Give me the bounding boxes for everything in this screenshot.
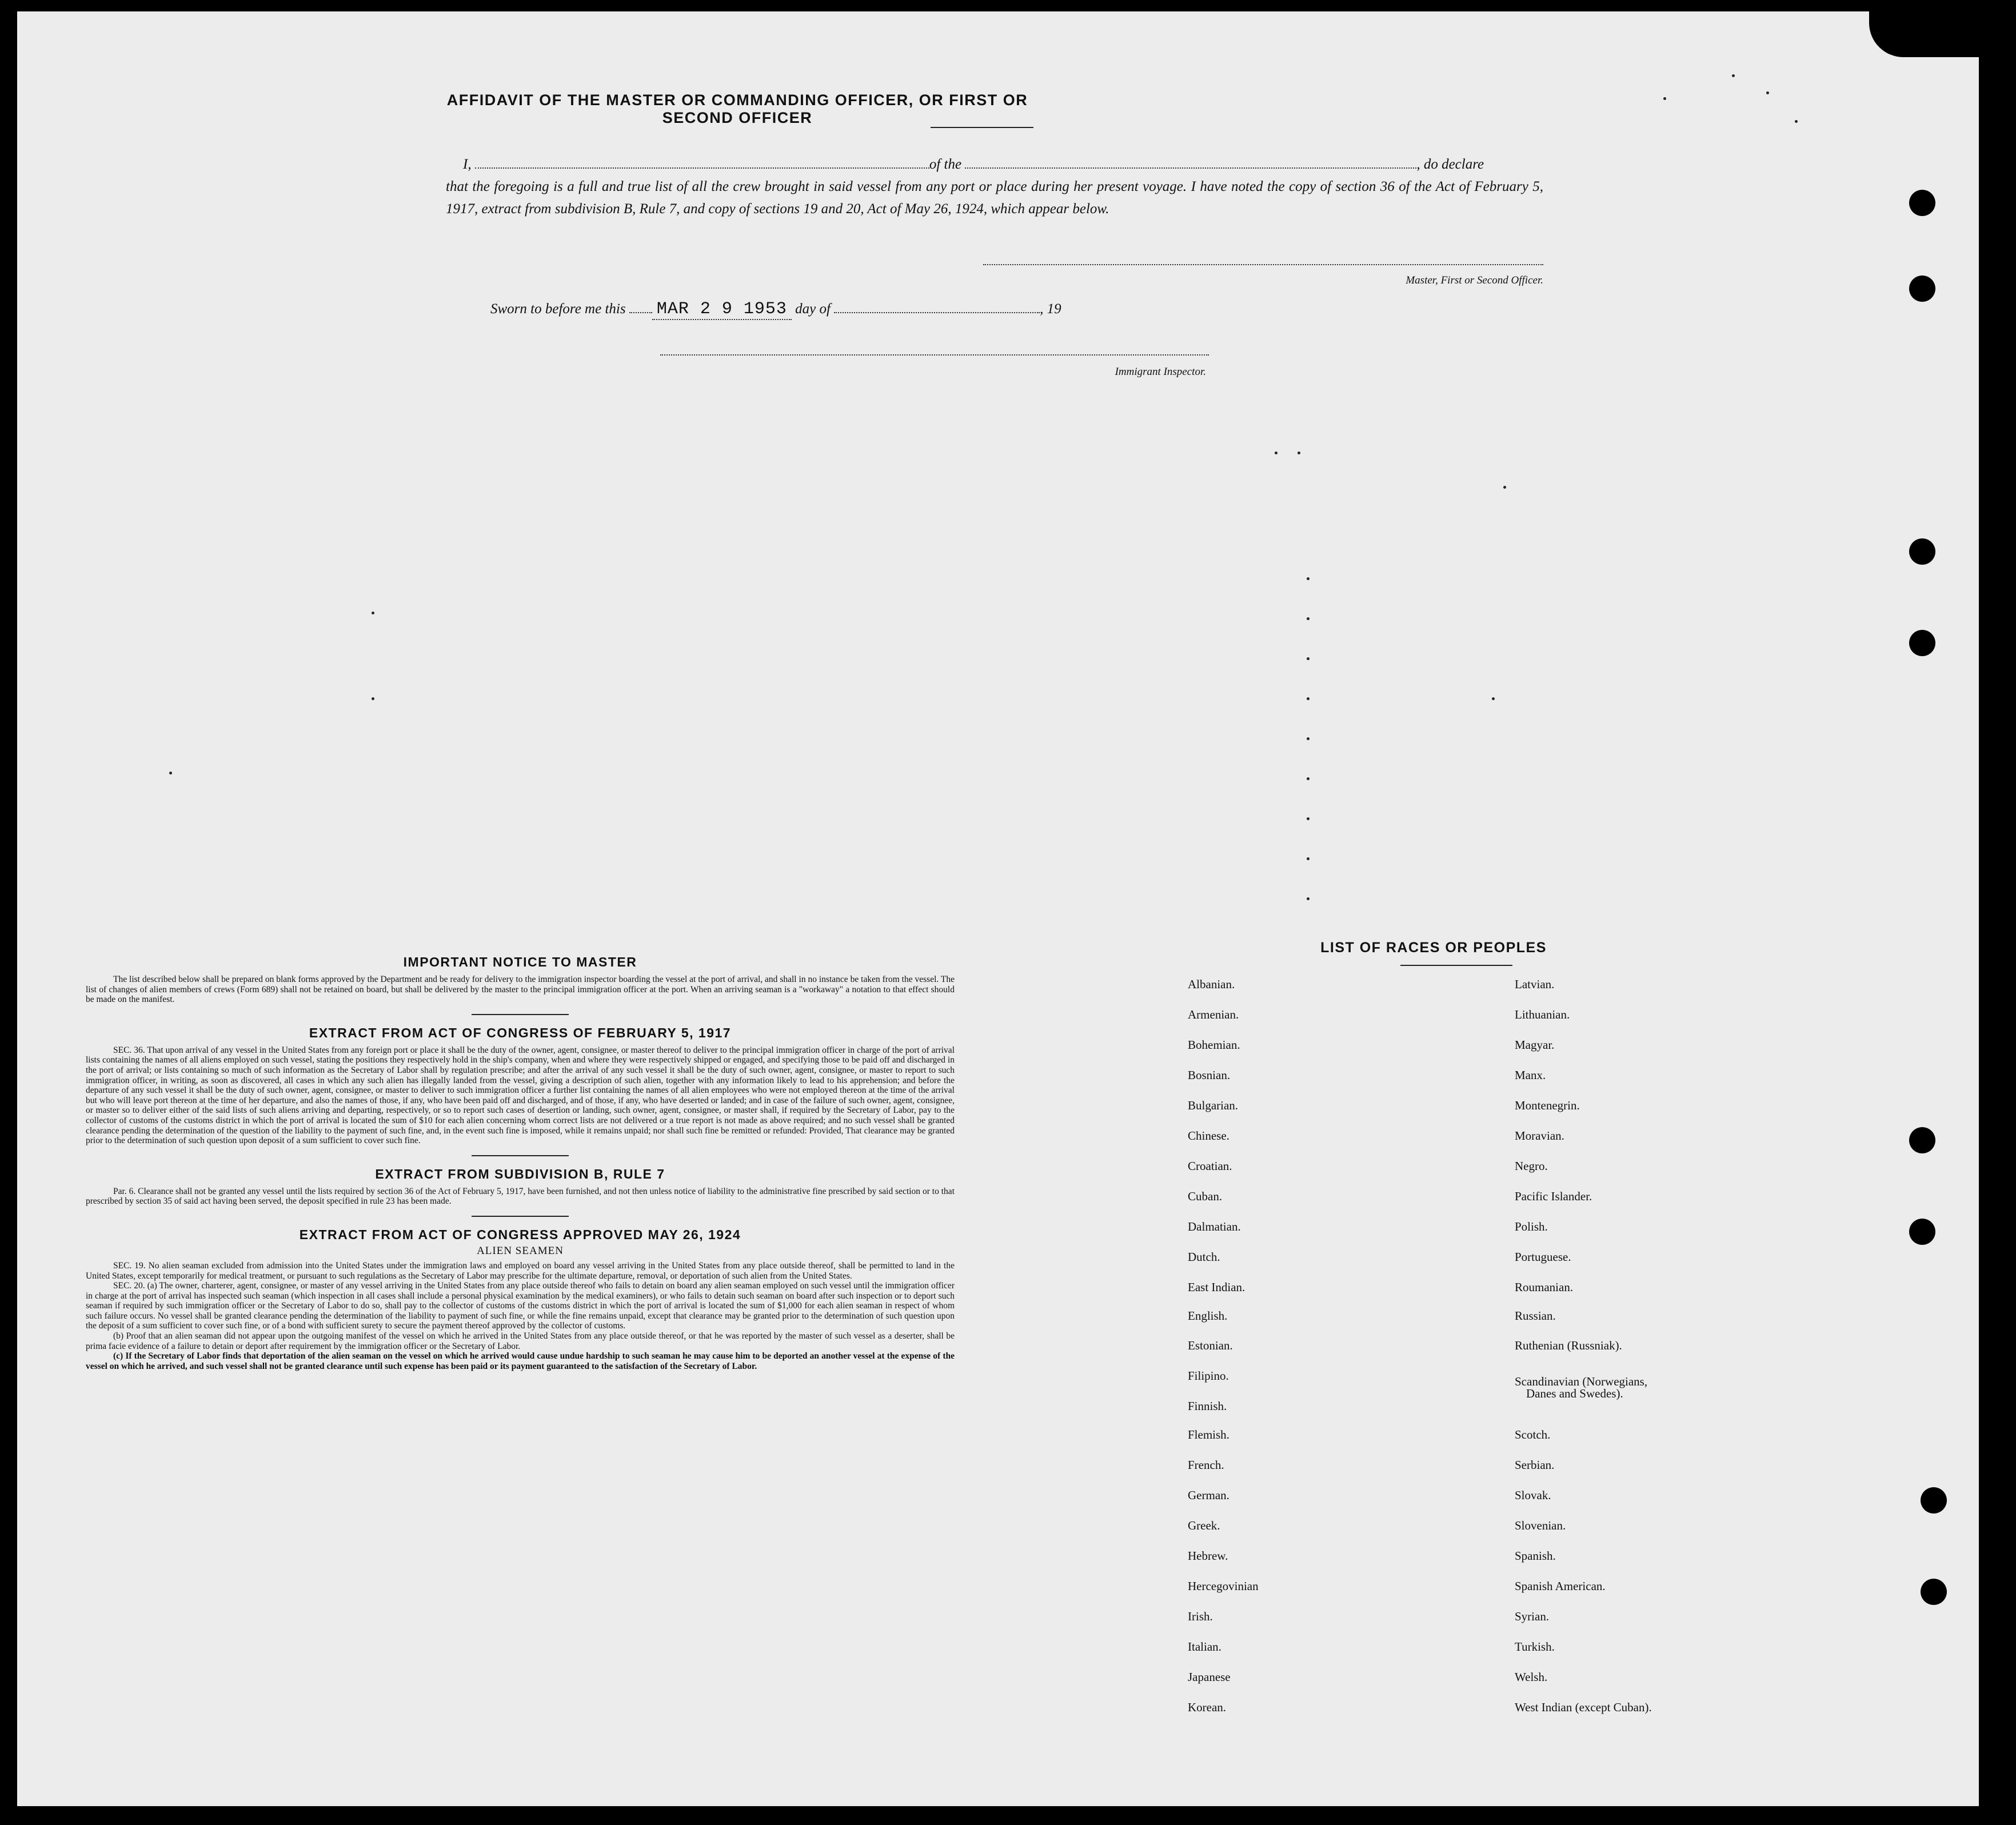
race-item: Pacific Islander. xyxy=(1515,1189,1592,1203)
divider xyxy=(472,1216,569,1217)
race-item: Armenian. xyxy=(1188,1008,1239,1021)
speck xyxy=(1663,97,1666,100)
race-item: Bulgarian. xyxy=(1188,1099,1239,1112)
speck xyxy=(1307,897,1310,900)
race-item: Latvian. xyxy=(1515,977,1555,991)
extract-1917-body: SEC. 36. That upon arrival of any vessel in the United States from any foreign port or place it shall be the duty of the owner, agent, consignee, or master thereof to deliver to the principal immigration officer in charge of the port of arrival lists containing the names of all aliens employed on such vessel, stating the positions they respectively hold in the ship's company, when and where they were respectively shipped or engaged, and specifying those to be paid off and discharged in the port of arrival; or lists containing so much of such information as the Secretary of Labor shall by regulation prescribe; and after the arrival of any such vessel it shall be the duty of such owner, agent, consignee, or master to report to such immigration officer, in writing, as soon as discovered, all cases in which any such alien has illegally landed from the vessel, giving a description of such alien, together with any information likely to lead to his apprehension; and before the departure of any such vessel it shall be the duty of such owner, agent, consignee, or master to deliver to such immigration officer a further list containing the names of all alien employees who were not employed thereon at the time of the arrival but who will leave port thereon at the time of her departure, and also the names of those, if any, who have been paid off and discharged, and of those, if any, who have deserted or landed; and in case of the failure of such owner, agent, consignee, or master so to deliver either of the said lists of such aliens arriving and departing, respectively, or so to report such cases of desertion or landing, such owner, agent, consignee, or master shall, if required by the Secretary of Labor, pay to the collector of customs of the customs district in which the port of arrival is located the sum of $10 for each alien concerning whom correct lists are not delivered or a true report is not made as above required; and no such vessel shall be granted clearance pending the determination of the question of the liability to the payment of such fine, and, in the event such fine is imposed, while it remains unpaid; nor shall such fine be remitted or refunded: Provided, That clearance may be granted prior to the determination of such question upon deposit of a sum sufficient to cover such fine. xyxy=(86,1045,955,1146)
race-item: Bohemian. xyxy=(1188,1038,1240,1052)
extract-1917-text xyxy=(86,1045,955,1146)
race-item: Negro. xyxy=(1515,1159,1548,1173)
race-item: Chinese. xyxy=(1188,1129,1229,1143)
race-item: Greek. xyxy=(1188,1519,1220,1532)
declaration-body: that the foregoing is a full and true list of all the crew brought in said vessel from any port or place during her present voyage. I have noted the copy of section 36 of the Act of February 5, 1917, extract from subdivision B, Rule 7, and copy of sections 19 and 20, Act of May 26, 1924, which appear below. xyxy=(446,179,1543,217)
punch-hole xyxy=(1909,190,1935,216)
race-item: West Indian (except Cuban). xyxy=(1515,1700,1652,1714)
race-item: Slovenian. xyxy=(1515,1519,1566,1532)
extract-rule7-body: Par. 6. Clearance shall not be granted any vessel until the lists required by section 36 of the Act of February 5, 1917, have been furnished, and not then unless notice of liability to the administrative fine prescribed by said section or to that prescribed by section 35 of said act having been served, the deposit specified in rule 23 has been made. xyxy=(86,1186,955,1207)
speck xyxy=(1766,91,1769,94)
sec19-text xyxy=(86,1261,955,1281)
inspector-signature-line[interactable] xyxy=(660,354,1209,356)
speck xyxy=(1307,697,1310,700)
sworn-statement xyxy=(490,299,1061,320)
sec20a-text xyxy=(86,1281,955,1331)
race-item: Portuguese. xyxy=(1515,1250,1571,1264)
race-item: Dutch. xyxy=(1188,1250,1220,1264)
extract-1917-title: EXTRACT FROM ACT OF CONGRESS OF FEBRUARY 5, 1917 xyxy=(309,1025,732,1040)
affidavit-text xyxy=(446,153,1543,220)
race-item: Bosnian. xyxy=(1188,1068,1231,1082)
race-item: Moravian. xyxy=(1515,1129,1564,1143)
race-item: Scotch. xyxy=(1515,1428,1551,1441)
notice-body: The list described below shall be prepared on blank forms approved by the Department and be ready for delivery to the immigration inspector boarding the vessel at the port of arrival, and shall in no instance be taken from the vessel. The list of changes of alien members of crews (Form 689) shall not be retained on board, but shall be delivered by the master to the principal immigration officer at the port. When an arriving seaman is a "workaway" a notation to that effect should be made on the manifest. xyxy=(86,975,955,1005)
race-item: Ruthenian (Russniak). xyxy=(1515,1339,1622,1352)
vessel-name-field[interactable] xyxy=(965,157,1416,169)
punch-hole xyxy=(1909,538,1935,565)
notice-title: IMPORTANT NOTICE TO MASTER xyxy=(403,955,637,969)
race-item: Albanian. xyxy=(1188,977,1235,991)
sworn-year-prefix: , 19 xyxy=(1040,301,1061,317)
master-signature-line[interactable] xyxy=(983,264,1543,265)
sec19-body: SEC. 19. No alien seaman excluded from admission into the United States under the immigration laws and employed on board any vessel arriving in the United States from any place outside thereof, shall be permitted to land in the United States, except temporarily for medical treatment, or pursuant to such regulations as the Secretary of Labor may prescribe for the ultimate departure, removal, or deportation of such alien from the United States. xyxy=(86,1260,955,1281)
date-stamp: MAR 2 9 1953 xyxy=(652,299,792,320)
divider xyxy=(472,1014,569,1015)
race-item: Estonian. xyxy=(1188,1339,1233,1352)
race-item: Dalmatian. xyxy=(1188,1220,1241,1233)
of-the-label: of the xyxy=(929,157,962,172)
races-title-rule xyxy=(1400,965,1512,966)
punch-hole xyxy=(1909,1127,1935,1153)
race-item: Spanish American. xyxy=(1515,1579,1606,1593)
sec20c-text xyxy=(86,1351,955,1371)
page-tear xyxy=(1869,11,1979,57)
punch-hole xyxy=(1909,1219,1935,1245)
declarant-prefix: I, xyxy=(463,157,472,172)
punch-hole xyxy=(1921,1579,1947,1605)
race-item: Italian. xyxy=(1188,1640,1221,1654)
race-item: East Indian. xyxy=(1188,1280,1245,1294)
speck xyxy=(1275,452,1278,454)
speck xyxy=(372,612,374,614)
speck xyxy=(1298,452,1300,454)
extract-1924-title: EXTRACT FROM ACT OF CONGRESS APPROVED MAY 26, 1924 xyxy=(299,1227,741,1242)
speck xyxy=(1307,817,1310,820)
race-item: Spanish. xyxy=(1515,1549,1556,1563)
speck xyxy=(1307,777,1310,780)
race-item: Hebrew. xyxy=(1188,1549,1228,1563)
race-item: French. xyxy=(1188,1458,1224,1472)
race-item: Slovak. xyxy=(1515,1488,1551,1502)
race-item: Hercegovinian xyxy=(1188,1579,1259,1593)
sworn-day-field xyxy=(629,302,652,313)
race-item: Cuban. xyxy=(1188,1189,1223,1203)
punch-hole xyxy=(1909,275,1935,302)
speck xyxy=(1795,120,1798,123)
sworn-prefix: Sworn to before me this xyxy=(490,301,626,317)
punch-hole xyxy=(1909,630,1935,656)
race-item: Flemish. xyxy=(1188,1428,1229,1441)
speck xyxy=(1307,577,1310,580)
do-declare-label: , do declare xyxy=(1416,157,1484,172)
race-item: Scandinavian (Norwegians, xyxy=(1515,1375,1648,1388)
speck xyxy=(1307,617,1310,620)
punch-hole xyxy=(1921,1487,1947,1513)
notice-text xyxy=(86,975,955,1005)
races-title: LIST OF RACES OR PEOPLES xyxy=(1320,940,1547,956)
speck xyxy=(372,697,374,700)
document-page xyxy=(17,11,1979,1806)
declarant-name-field[interactable] xyxy=(475,157,929,169)
speck xyxy=(1732,74,1735,77)
race-item: Russian. xyxy=(1515,1309,1556,1323)
sec20a-body: SEC. 20. (a) The owner, charterer, agent, consignee, or master of any vessel arriving in the United States from any place outside thereof who fails to detain on board any alien seaman employed on such vessel until the immigration officer in charge at the port of arrival has inspected such seaman (which inspection in all cases shall include a personal physical examination by the medical examiners), or who fails to detain such seaman on board after such inspection or to deport such seaman if required by such immigration officer or the Secretary of Labor to do so, shall pay to the collector of customs of the customs district in which the port of arrival is located the sum of $1,000 for each alien seaman in respect of whom such failure occurs. No vessel shall be granted clearance pending the determination of the liability to payment of such fine, or while the fine remains unpaid, except that clearance may be granted prior to the determination of such question upon the deposit of a sum sufficient to cover such fine, or of a bond with sufficient surety to secure the payment thereof approved by the collector of customs. xyxy=(86,1281,955,1331)
sec20b-text xyxy=(86,1331,955,1351)
title-rule xyxy=(931,127,1033,128)
race-item: Japanese xyxy=(1188,1670,1231,1684)
race-item: Welsh. xyxy=(1515,1670,1548,1684)
race-item: Polish. xyxy=(1515,1220,1548,1233)
race-item: Syrian. xyxy=(1515,1610,1550,1623)
affidavit-title: AFFIDAVIT OF THE MASTER OR COMMANDING OFFICER, OR FIRST OR SECOND OFFICER xyxy=(446,91,1028,126)
race-item: Irish. xyxy=(1188,1610,1213,1623)
speck xyxy=(1307,857,1310,860)
speck xyxy=(1307,737,1310,740)
race-item: Danes and Swedes). xyxy=(1526,1387,1623,1400)
race-item: Croatian. xyxy=(1188,1159,1232,1173)
race-item: Korean. xyxy=(1188,1700,1227,1714)
race-item: Magyar. xyxy=(1515,1038,1555,1052)
alien-seamen-subtitle: ALIEN SEAMEN xyxy=(477,1244,564,1257)
race-item: Roumanian. xyxy=(1515,1280,1574,1294)
race-item: Lithuanian. xyxy=(1515,1008,1570,1021)
race-item: Filipino. xyxy=(1188,1369,1229,1383)
sec20b-body: (b) Proof that an alien seaman did not appear upon the outgoing manifest of the vessel on which he arrived in the United States from any place outside thereof, or that he was reported by the master of such vessel as a deserter, shall be prima facie evidence of a failure to detain or deport after requirement by the immigration officer or the Secretary of Labor. xyxy=(86,1331,955,1351)
declaration-line xyxy=(446,153,1543,175)
race-item: Finnish. xyxy=(1188,1399,1227,1413)
race-item: Turkish. xyxy=(1515,1640,1555,1654)
speck xyxy=(1503,486,1506,489)
extract-rule7-title: EXTRACT FROM SUBDIVISION B, RULE 7 xyxy=(375,1166,665,1181)
race-item: Montenegrin. xyxy=(1515,1099,1580,1112)
legal-notices xyxy=(86,955,955,1371)
speck xyxy=(169,772,172,774)
master-signature-caption: Master, First or Second Officer. xyxy=(1406,274,1543,286)
race-item: Manx. xyxy=(1515,1068,1546,1082)
inspector-caption: Immigrant Inspector. xyxy=(1115,366,1206,378)
speck xyxy=(1492,697,1495,700)
extract-rule7-text xyxy=(86,1187,955,1207)
speck xyxy=(1307,657,1310,660)
race-item: English. xyxy=(1188,1309,1228,1323)
divider xyxy=(472,1155,569,1156)
sworn-month-field[interactable] xyxy=(834,302,1040,313)
race-item: German. xyxy=(1188,1488,1229,1502)
race-item: Serbian. xyxy=(1515,1458,1555,1472)
sworn-day-of: day of xyxy=(795,301,831,317)
sec20c-body: (c) If the Secretary of Labor finds that deportation of the alien seaman on the vessel on which he arrived would cause undue hardship to such seaman he may cause him to be deported an another vessel at the expense of the vessel on which he arrived, and such vessel shall not be granted clearance until such expense has been paid or its payment guaranteed to the satisfaction of the Secretary of Labor. xyxy=(86,1351,955,1371)
